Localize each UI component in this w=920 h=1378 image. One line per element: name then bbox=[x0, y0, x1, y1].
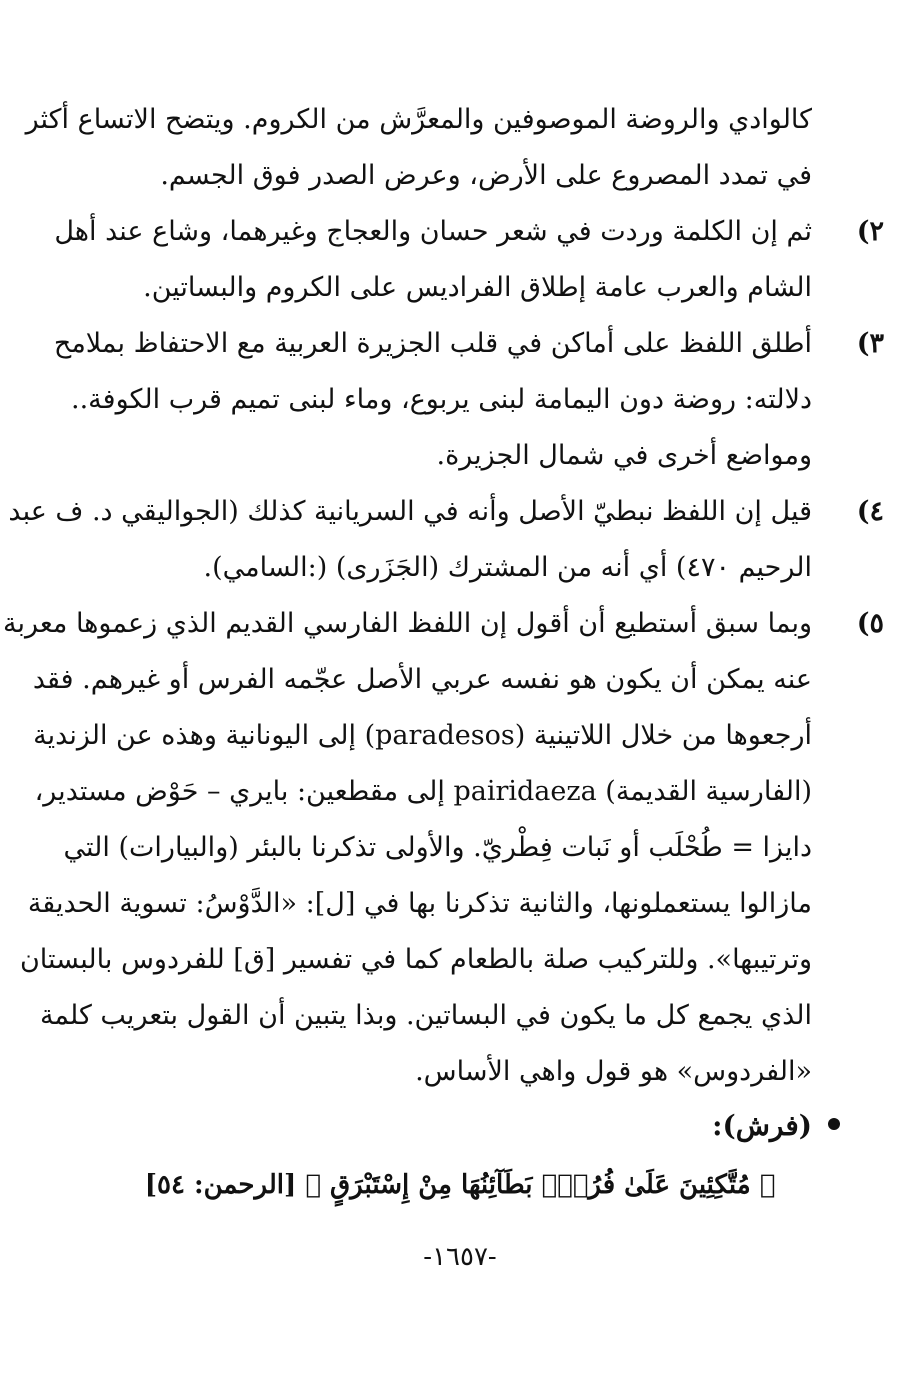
text-line: الرحيم ٤٧٠) أي أنه من المشترك (الجَزَرى) (:السامي). bbox=[203, 552, 812, 583]
text-line: أطلق اللفظ على أماكن في قلب الجزيرة العربية مع الاحتفاظ بملامح bbox=[53, 328, 812, 359]
text-line: ومواضع أخرى في شمال الجزيرة. bbox=[436, 440, 812, 471]
text-line: دايزا = طُحْلَب أو نَبات فِطْريّ. والأولى تذكرنا بالبئر (والبيارات) التي bbox=[63, 832, 812, 863]
text-line: وبما سبق أستطيع أن أقول إن اللفظ الفارسي القديم الذي زعموها معربة bbox=[2, 608, 812, 639]
list-item-3 bbox=[53, 316, 884, 484]
intro-paragraph bbox=[25, 92, 812, 204]
text-line: أرجعوها من خلال اللاتينية (paradesos) إلى اليونانية وهذه عن الزندية bbox=[33, 720, 812, 751]
text-line: قيل إن اللفظ نبطيّ الأصل وأنه في السريانية كذلك (الجواليقي د. ف عبد bbox=[8, 496, 812, 527]
item-number: ٥) bbox=[856, 608, 884, 639]
section-heading bbox=[712, 1098, 812, 1154]
item-number: ٤) bbox=[856, 496, 884, 527]
section-heading-text: (فرش): bbox=[712, 1109, 812, 1142]
text-line: دلالته: روضة دون اليمامة لبنى يربوع، وماء لبنى تميم قرب الكوفة.. bbox=[71, 384, 812, 415]
text-line: «الفردوس» هو قول واهي الأساس. bbox=[415, 1056, 812, 1087]
text-line: الشام والعرب عامة إطلاق الفراديس على الكروم والبساتين. bbox=[143, 272, 812, 303]
list-item-4 bbox=[8, 484, 884, 596]
text-line: عنه يمكن أن يكون هو نفسه عربي الأصل عجّمه الفرس أو غيرهم. فقد bbox=[32, 664, 812, 695]
page-number: -١٦٥٧- bbox=[423, 1242, 497, 1272]
text-line: في تمدد المصروع على الأرض، وعرض الصدر فوق الجسم. bbox=[160, 160, 812, 191]
list-item-2 bbox=[54, 204, 884, 316]
quran-verse: ﴿ مُتَّكِئِينَ عَلَىٰ فُرُشٍۭ بَطَآئِنُهَا مِنْ إِسْتَبْرَقٍ ﴾ [الرحمن: ٥٤] bbox=[144, 1170, 776, 1200]
item-number: ٣) bbox=[856, 328, 884, 359]
text-line: الذي يجمع كل ما يكون في البساتين. وبذا يتبين أن القول بتعريب كلمة bbox=[39, 1000, 812, 1031]
item-number: ٢) bbox=[856, 216, 884, 247]
text-line: (الفارسية القديمة) pairidaeza إلى مقطعين: بايري – حَوْض مستدير، bbox=[34, 776, 812, 807]
text-line: كالوادي والروضة الموصوفين والمعرَّش من الكروم. ويتضح الاتساع أكثر bbox=[25, 104, 812, 135]
text-line: مازالوا يستعملونها، والثانية تذكرنا بها في [ل]: «الدَّوْسُ: تسوية الحديقة bbox=[27, 888, 812, 919]
bullet-icon bbox=[828, 1118, 840, 1130]
text-line: وترتيبها». وللتركيب صلة بالطعام كما في تفسير [ق] للفردوس بالبستان bbox=[19, 944, 812, 975]
text-line: ثم إن الكلمة وردت في شعر حسان والعجاج وغيرهما، وشاع عند أهل bbox=[54, 216, 812, 247]
list-item-5 bbox=[2, 596, 884, 1100]
page-body bbox=[2, 92, 884, 1100]
